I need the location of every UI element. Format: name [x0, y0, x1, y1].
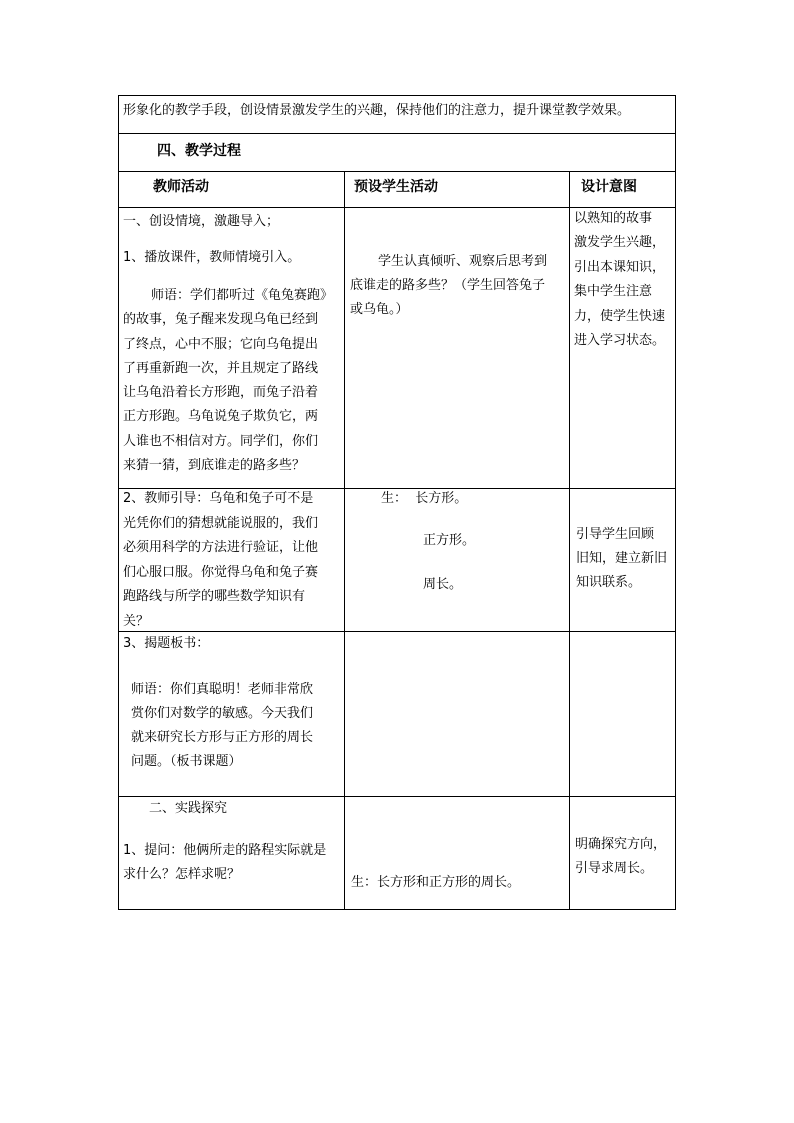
text-line: 明确探究方向，: [575, 837, 667, 852]
row2-intent-cell: [570, 489, 675, 631]
text-line: 问题。（板书课题）: [131, 754, 242, 769]
text-line: 旧知，建立新旧: [576, 551, 668, 566]
text-line: 让乌龟沿着长方形跑，而兔子沿着: [123, 385, 319, 401]
row2-teacher-paragraph: [123, 487, 318, 635]
row4-intent-paragraph: [575, 833, 666, 881]
text-line: 2、教师引导：乌龟和兔子可不是: [123, 491, 314, 506]
text-line: 以熟知的故事: [574, 211, 653, 226]
row2-teacher-cell: [119, 489, 345, 631]
text-line: 师语：学们都听过《龟兔赛跑》: [151, 288, 334, 303]
section-title: 四、教学过程: [157, 143, 241, 159]
row3-teacher-cell: [119, 632, 345, 796]
text-line: 引出本课知识，: [574, 259, 666, 275]
text-line: 引导求周长。: [575, 861, 654, 876]
section-title-row: [119, 134, 675, 172]
lesson-table: [118, 95, 676, 910]
text-line: 们心服口服。你觉得乌龟和兔子赛: [123, 564, 319, 580]
row1-teacher-cell: [119, 208, 345, 488]
text-line: 正方形跑。乌龟说兔子欺负它，两: [123, 409, 319, 425]
row4-teacher-heading: 二、实践探究: [149, 801, 228, 816]
header-teacher-cell: [119, 172, 345, 207]
text-line: 力，使学生快速: [574, 308, 666, 324]
header-teacher: 教师活动: [153, 179, 209, 195]
row1-student-paragraph: [350, 250, 547, 322]
activity-row-4: [119, 797, 675, 909]
header-student-cell: [345, 172, 570, 207]
activity-row-3: [119, 632, 675, 797]
row4-teacher-paragraph: [123, 839, 326, 887]
text-line: 了终点，心中不服；它向乌龟提出: [123, 336, 319, 352]
text-line: 学生认真倾听、观察后思考到: [378, 254, 548, 269]
header-intent-cell: [570, 172, 675, 207]
text-line: 进入学习状态。: [574, 333, 666, 349]
text-line: 人谁也不相信对方。同学们，你们: [123, 433, 319, 449]
text-line: 的故事，兔子醒来发现乌龟已经到: [123, 312, 319, 328]
text-line: 或乌龟。）: [350, 302, 409, 317]
row1-teacher-heading: 一、创设情境，激趣导入；: [123, 214, 280, 229]
row1-teacher-paragraph: [123, 284, 333, 478]
row3-teacher-paragraph: [131, 678, 313, 774]
row4-student-answer: 生：长方形和正方形的周长。: [351, 875, 521, 890]
text-line: 就来研究长方形与正方形的周长: [131, 730, 314, 745]
header-student: 预设学生活动: [354, 179, 438, 195]
text-line: 知识联系。: [576, 575, 642, 590]
text-line: 求什么？怎样求呢？: [123, 867, 241, 882]
header-intent: 设计意图: [581, 179, 637, 195]
row4-student-cell: [345, 797, 570, 909]
row3-teacher-heading: 3、揭题板书：: [123, 636, 210, 651]
row2-student-answer-2: 正方形。: [423, 533, 476, 548]
text-line: 了再重新跑一次，并且规定了路线: [123, 360, 319, 376]
row1-teacher-sub: 1、播放课件，教师情境引入。: [123, 250, 301, 265]
text-line: 1、提问：他俩所走的路程实际就是: [123, 843, 327, 858]
row1-student-cell: [345, 208, 570, 488]
row4-teacher-cell: [119, 797, 345, 909]
text-line: 光凭你们的猜想就能说服的，我们: [123, 515, 319, 531]
activity-row-2: [119, 489, 675, 632]
row2-student-answer-1: 生： 长方形。: [381, 491, 468, 506]
text-line: 跑路线与所学的哪些数学知识有: [123, 589, 306, 605]
text-line: 师语：你们真聪明！老师非常欣: [131, 682, 314, 697]
intro-row: [119, 96, 675, 134]
row4-intent-cell: [570, 797, 675, 909]
text-line: 来猜一猜，到底谁走的路多些？: [123, 458, 306, 474]
row3-student-cell: [345, 632, 570, 796]
row2-intent-paragraph: [576, 523, 667, 595]
row2-student-answer-3: 周长。: [423, 577, 463, 592]
row3-intent-cell: [570, 632, 675, 796]
header-row: [119, 172, 675, 208]
text-line: 激发学生兴趣，: [574, 235, 666, 251]
activity-row-1: [119, 208, 675, 489]
text-line: 必须用科学的方法进行验证，让他: [123, 540, 319, 556]
row1-intent-paragraph: [574, 207, 665, 353]
text-line: 引导学生回顾: [576, 527, 655, 542]
row1-intent-cell: [570, 208, 675, 488]
text-line: 底谁走的路多些？（学生回答兔子: [350, 278, 546, 293]
text-line: 赏你们对数学的敏感。今天我们: [131, 706, 314, 721]
text-line: 集中学生注意: [574, 284, 653, 300]
row2-student-cell: [345, 489, 570, 631]
text-line: 关？: [123, 613, 150, 629]
intro-text: 形象化的教学手段，创设情景激发学生的兴趣，保持他们的注意力，提升课堂教学效果。: [123, 103, 631, 118]
